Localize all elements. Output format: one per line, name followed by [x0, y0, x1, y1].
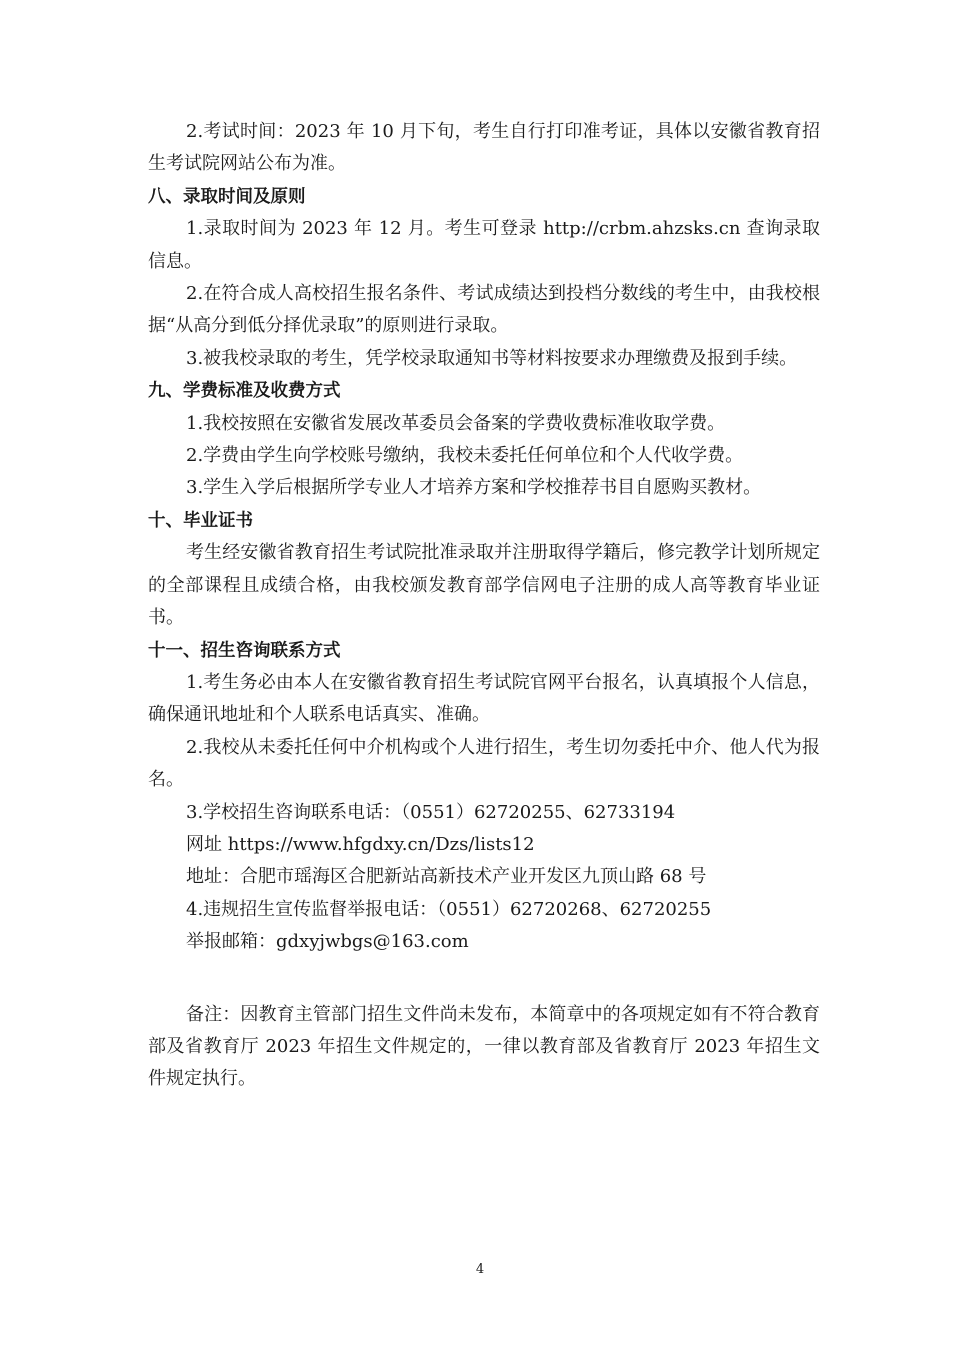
- contact-phone: 3.学校招生咨询联系电话：（0551）62720255、62733194: [186, 801, 676, 823]
- admission-item-2: 2.在符合成人高校招生报名条件、考试成绩达到投档分数线的考生中，由我校根据“从高分到低分择优录取”的原则进行录取。: [148, 283, 820, 337]
- admission-item-3: 3.被我校录取的考生，凭学校录取通知书等材料按要求办理缴费及报到手续。: [186, 347, 798, 369]
- tuition-item-1: 1.我校按照在安徽省发展改革委员会备案的学费收费标准收取学费。: [186, 412, 726, 434]
- section-heading-tuition: 九、学费标准及收费方式: [148, 381, 341, 402]
- contact-website: 网址 https://www.hfgdxy.cn/Dzs/lists12: [186, 833, 535, 855]
- contact-item-2: 2.我校从未委托任何中介机构或个人进行招生，考生切勿委托中介、他人代为报名。: [148, 736, 820, 791]
- page-number: 4: [475, 1262, 485, 1277]
- contact-report-email: 举报邮箱：gdxyjwbgs@163.com: [186, 931, 469, 953]
- section-heading-admission: 八、录取时间及原则: [148, 186, 306, 207]
- tuition-item-3: 3.学生入学后根据所学专业人才培养方案和学校推荐书目自愿购买教材。: [186, 477, 762, 499]
- contact-report-phone: 4.违规招生宣传监督举报电话：（0551）62720268、62720255: [186, 898, 712, 920]
- note-paragraph: 备注：因教育主管部门招生文件尚未发布，本简章中的各项规定如有不符合教育部及省教育厅 2023 年招生文件规定的，一律以教育部及省教育厅 2023 年招生文件规定执行。: [148, 1003, 820, 1090]
- section-heading-contact: 十一、招生咨询联系方式: [148, 640, 341, 661]
- certificate-paragraph: 考生经安徽省教育招生考试院批准录取并注册取得学籍后，修完教学计划所规定的全部课程且成绩合格，由我校颁发教育部学信网电子注册的成人高等教育毕业证书。: [148, 542, 820, 629]
- contact-address: 地址：合肥市瑶海区合肥新站高新技术产业开发区九顶山路 68 号: [186, 866, 707, 888]
- contact-item-1: 1.考生务必由本人在安徽省教育招生考试院官网平台报名，认真填报个人信息，确保通讯地址和个人联系电话真实、准确。: [148, 671, 820, 726]
- document-body: [148, 116, 820, 1096]
- exam-time-paragraph: 2.考试时间：2023 年 10 月下旬，考生自行打印准考证，具体以安徽省教育招生考试院网站公布为准。: [148, 121, 820, 175]
- admission-item-1: 1.录取时间为 2023 年 12 月。考生可登录 http://crbm.ahzsks.cn 查询录取信息。: [148, 218, 820, 272]
- tuition-item-2: 2.学费由学生向学校账号缴纳，我校未委托任何单位和个人代收学费。: [186, 445, 744, 467]
- section-heading-certificate: 十、毕业证书: [148, 510, 253, 531]
